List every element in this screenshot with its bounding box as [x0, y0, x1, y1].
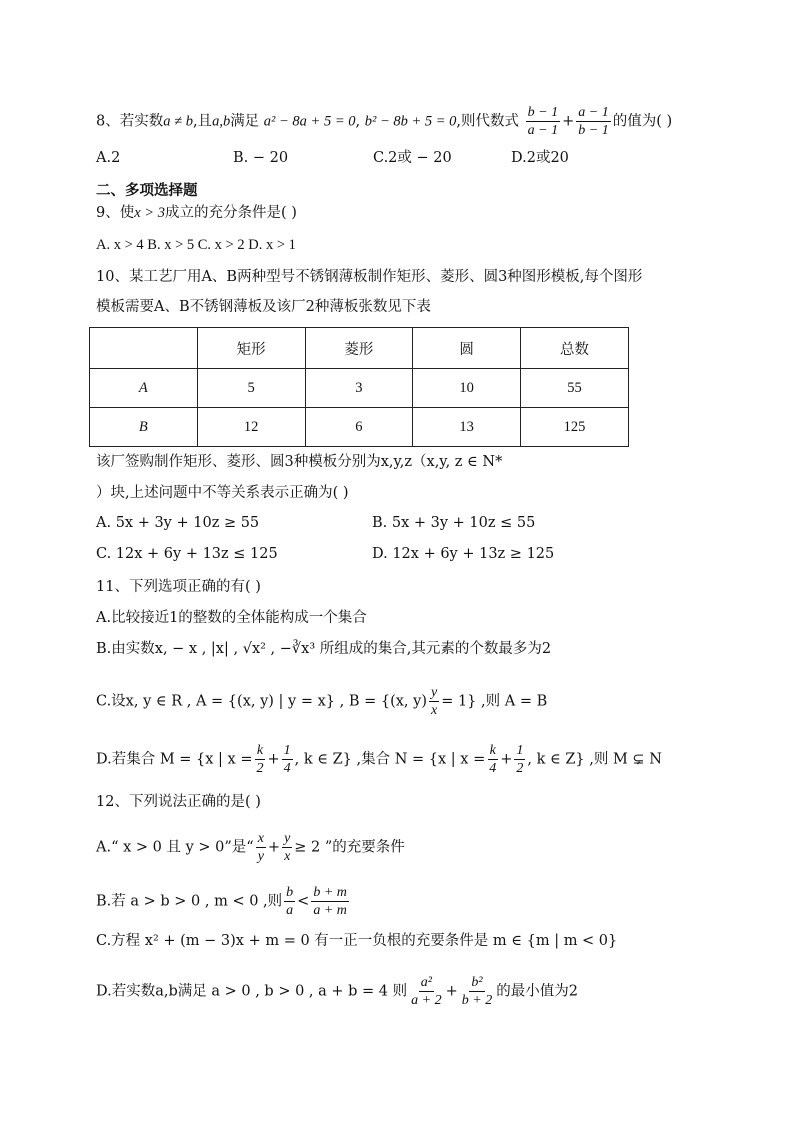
q8-text-d: ,则代数式	[456, 113, 520, 130]
q12-option-b-fraction-2: $\frac{b + m}{a + m}$	[313, 885, 347, 918]
q11-option-d	[96, 742, 662, 777]
table-cell: B	[90, 408, 198, 447]
q10-line-1: 10、某工艺厂用A、B两种型号不锈钢薄板制作矩形、菱形、圆3种图形模板,每个图形	[96, 269, 643, 285]
q12-option-b	[96, 884, 351, 919]
q10-table	[89, 327, 629, 447]
q12-option-d-text-a: D.若实数a,b满足 a > 0 , b > 0 , a + b = 4 则	[96, 983, 408, 1000]
section-heading-multiple-choice: 二、多项选择题	[96, 183, 198, 199]
q12-option-a-text-a: A.“ x > 0 且 y > 0”是“	[96, 839, 254, 856]
q12-option-b-fraction-1: $\frac{b}{a}$	[286, 885, 294, 918]
table-header-row	[90, 328, 629, 369]
q8-text-c: 满足	[230, 113, 260, 130]
q8-eq2: b² − 8b + 5 = 0	[364, 113, 457, 130]
q12-option-b-text-a: B.若 a > b > 0 , m < 0 ,则	[96, 893, 283, 910]
q11-option-d-text-a: D.若集合 M = {x | x =	[96, 751, 253, 768]
plus-sign: +	[267, 751, 280, 768]
q11-option-d-fraction-4: $\frac{1}{2}$	[516, 743, 524, 776]
q8-option-b: B. − 20	[233, 150, 289, 166]
q11-option-b	[96, 638, 551, 660]
table-header-cell	[90, 328, 198, 369]
q9-text-a: 9、使	[96, 205, 135, 221]
q10-option-b: B. 5x + 3y + 10z ≤ 55	[372, 515, 536, 531]
q11-option-d-fraction-2: $\frac{1}{4}$	[283, 743, 291, 776]
q11-stem: 11、下列选项正确的有( )	[96, 579, 261, 595]
q8-option-a: A.2	[96, 150, 121, 166]
q9-stem	[96, 202, 297, 224]
q11-option-d-text-b: , k ∈ Z} ,集合 N = {x | x =	[294, 751, 486, 768]
q12-option-d	[96, 974, 578, 1009]
q12-option-a-fraction-2: $\frac{y}{x}$	[284, 831, 291, 864]
table-header-cell: 总数	[521, 328, 629, 369]
table-header-cell: 矩形	[197, 328, 305, 369]
q8-eq1: a² − 8a + 5 = 0	[263, 113, 356, 130]
q12-stem: 12、下列说法正确的是( )	[96, 794, 261, 810]
q10-option-c: C. 12x + 6y + 13z ≤ 125	[96, 546, 278, 562]
q11-option-b-text: 所组成的集合,其元素的个数最多为2	[319, 641, 552, 657]
q8-text-b: ,且	[192, 113, 213, 130]
table-row	[90, 408, 629, 447]
table-cell: 6	[305, 408, 413, 447]
table-header-cell: 圆	[413, 328, 521, 369]
table-cell: 55	[521, 369, 629, 408]
q8-text-a: 8、若实数	[96, 113, 164, 130]
q12-option-d-fraction-2: $\frac{\text{b²}}{b + 2}$	[461, 975, 493, 1008]
q8-option-c: C.2或 − 20	[373, 150, 452, 166]
q11-option-d-fraction-3: $\frac{k}{4}$	[489, 743, 497, 776]
q12-option-a	[96, 830, 405, 865]
table-cell: 12	[197, 408, 305, 447]
q10-line-3: 该厂签购制作矩形、菱形、圆3种模板分别为x,y,z（x,y, z ∈ N*	[96, 454, 503, 470]
q11-option-d-text-c: , k ∈ Z} ,则 M ⊊ N	[527, 751, 662, 768]
q11-option-c-fraction: $\frac{y}{x}$	[430, 685, 438, 718]
q8-text-e: 的值为( )	[612, 113, 673, 130]
q8-fraction-1: $\frac{b - 1}{a - 1}$	[527, 105, 559, 138]
q12-option-d-fraction-1: $\frac{\text{a²}}{a + 2}$	[411, 975, 442, 1008]
q11-option-c-text-b: = 1} ,则 A = B	[441, 693, 548, 710]
q8-cond1: a ≠ b	[163, 113, 193, 130]
q11-option-c-text-a: C.设x, y ∈ R , A = {(x, y) | y = x} , B = {(x, y)	[96, 693, 427, 710]
table-cell: 13	[413, 408, 521, 447]
q11-option-b-math: B.由实数x, − x , |x| , √x² , −∛x³	[96, 641, 316, 657]
q8-fraction-2: $\frac{a - 1}{b - 1}$	[578, 105, 609, 138]
q9-text-b: 成立的充分条件是( )	[164, 205, 297, 221]
q11-option-a: A.比较接近1的整数的全体能构成一个集合	[96, 610, 367, 626]
q10-options-row-1	[96, 512, 535, 534]
q10-line-2: 模板需要A、B不锈钢薄板及该厂2种薄板张数见下表	[96, 299, 431, 315]
q9-options: A. x > 4 B. x > 5 C. x > 2 D. x > 1	[96, 237, 296, 253]
table-header-cell: 菱形	[305, 328, 413, 369]
table-cell: 3	[305, 369, 413, 408]
plus-sign: +	[500, 751, 513, 768]
table-cell: A	[90, 369, 198, 408]
q8-options	[96, 147, 569, 169]
q12-option-a-fraction-1: $\frac{x}{y}$	[257, 831, 264, 864]
q8-ab: a,b	[212, 113, 231, 130]
plus-sign: +	[445, 983, 458, 1000]
q10-options-row-2	[96, 543, 554, 565]
table-cell: 10	[413, 369, 521, 408]
q8-stem: 8、若实数a ≠ b,且a,b满足 a² − 8a + 5 = 0, b² − 8b + 5 = 0,则代数式 $\frac{b - 1}{a - 1}$ + $\frac{a - 1}{b - 1}$ 的值为( )	[96, 105, 673, 138]
q10-line-4: ）块,上述问题中不等关系表示正确为( )	[96, 485, 349, 501]
q9-cond: x > 3	[134, 205, 165, 221]
less-than-sign: <	[297, 893, 310, 910]
table-cell: 5	[197, 369, 305, 408]
q11-option-c	[96, 684, 547, 719]
q10-option-a: A. 5x + 3y + 10z ≥ 55	[96, 515, 260, 531]
table-row	[90, 369, 629, 408]
table-cell: 125	[521, 408, 629, 447]
q12-option-c: C.方程 x² + (m − 3)x + m = 0 有一正一负根的充要条件是 m ∈ {m | m < 0}	[96, 933, 618, 949]
plus-sign: +	[267, 839, 281, 856]
q10-option-d: D. 12x + 6y + 13z ≥ 125	[372, 546, 555, 562]
q11-option-d-fraction-1: $\frac{k}{2}$	[256, 743, 264, 776]
q12-option-a-text-b: ≥ 2 ”的充要条件	[294, 839, 405, 856]
q8-option-d: D.2或20	[511, 150, 569, 166]
q12-option-d-text-b: 的最小值为2	[496, 983, 578, 1000]
